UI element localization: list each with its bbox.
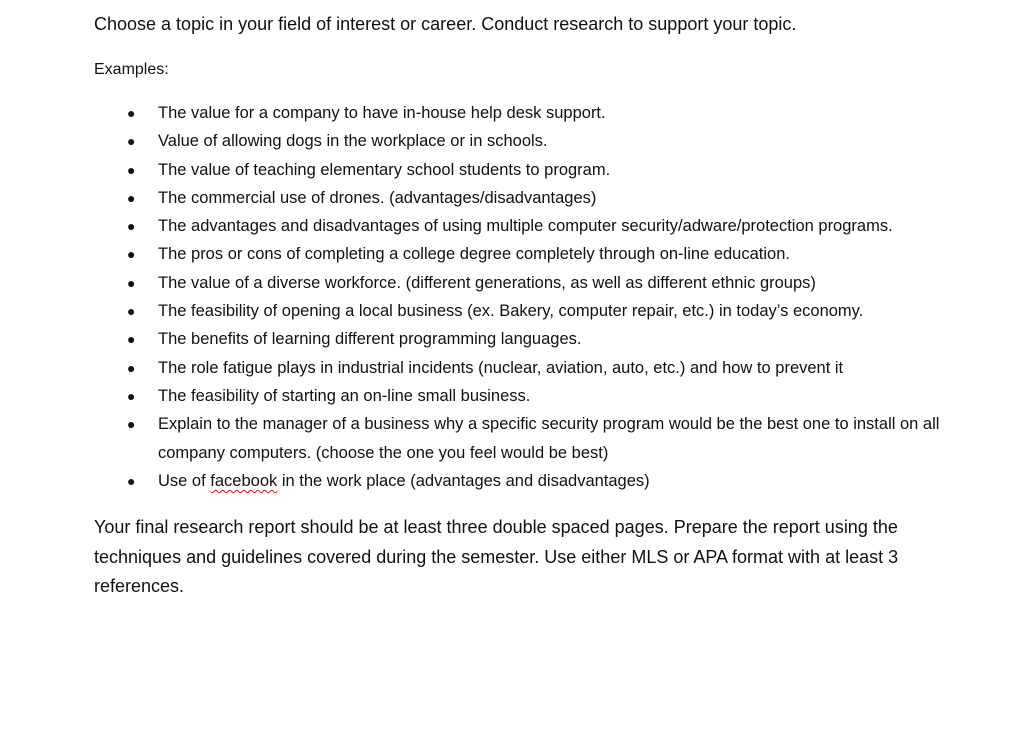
topic-text: The value for a company to have in-house help desk support. <box>158 104 606 122</box>
topic-text: The value of teaching elementary school students to program. <box>158 160 611 179</box>
bullet-icon: ● <box>127 246 136 263</box>
bullet-icon: ● <box>127 387 136 404</box>
bullet-icon: ● <box>127 274 136 291</box>
topic-text: The feasibility of opening a local business (ex. Bakery, computer repair, etc.) in today’s economy. <box>158 302 864 321</box>
list-item <box>94 184 974 212</box>
bullet-icon: ● <box>127 331 136 348</box>
topic-text: The value of a diverse workforce. (different generations, as well as different ethnic groups) <box>158 273 816 292</box>
bullet-icon: ● <box>127 133 136 150</box>
intro-paragraph: Choose a topic in your field of interest or career. Conduct research to support your topic. <box>94 14 797 34</box>
list-item <box>94 269 974 297</box>
topic-text: The feasibility of starting an on-line small business. <box>158 386 531 405</box>
list-item <box>94 297 974 325</box>
document-page <box>94 12 974 602</box>
topic-text-suffix: in the work place (advantages and disadvantages) <box>277 471 650 490</box>
list-item <box>94 127 974 155</box>
bullet-icon: ● <box>127 161 136 178</box>
bullet-icon: ● <box>127 303 136 320</box>
topic-text: Explain to the manager of a business why a specific security program would be the best one to install on all company computers. (choose the one you feel would be best) <box>158 415 940 462</box>
topic-text: The pros or cons of completing a college degree completely through on-line education. <box>158 245 790 264</box>
topic-text: The role fatigue plays in industrial incidents (nuclear, aviation, auto, etc.) and how to prevent it <box>158 358 844 377</box>
list-item <box>94 99 974 127</box>
bullet-icon: ● <box>127 416 136 433</box>
topic-text: Value of allowing dogs in the workplace or in schools. <box>158 132 548 151</box>
list-item <box>94 354 974 382</box>
bullet-icon: ● <box>127 359 136 376</box>
bullet-icon: ● <box>127 218 136 235</box>
misspelled-word[interactable]: facebook <box>210 471 278 490</box>
bullet-icon: ● <box>127 105 136 121</box>
list-item <box>94 467 974 495</box>
topic-text: The commercial use of drones. (advantages/disadvantages) <box>158 188 597 207</box>
list-item <box>94 240 974 268</box>
list-item <box>94 410 974 467</box>
list-item <box>94 212 974 240</box>
bullet-icon: ● <box>127 189 136 206</box>
topic-text: The advantages and disadvantages of using multiple computer security/adware/protection programs. <box>158 217 893 236</box>
final-paragraph: Your final research report should be at least three double spaced pages. Prepare the report using the techniques and guidelines covered during the semester. Use either MLS or APA format with at least 3 references. <box>94 517 899 597</box>
list-item <box>94 325 974 353</box>
list-item <box>94 156 974 184</box>
topic-text-prefix: Use of <box>158 471 211 490</box>
list-item <box>94 382 974 410</box>
bullet-icon: ● <box>127 472 136 489</box>
topic-list <box>94 99 974 495</box>
examples-label: Examples: <box>94 61 169 78</box>
topic-text: The benefits of learning different programming languages. <box>158 330 582 349</box>
